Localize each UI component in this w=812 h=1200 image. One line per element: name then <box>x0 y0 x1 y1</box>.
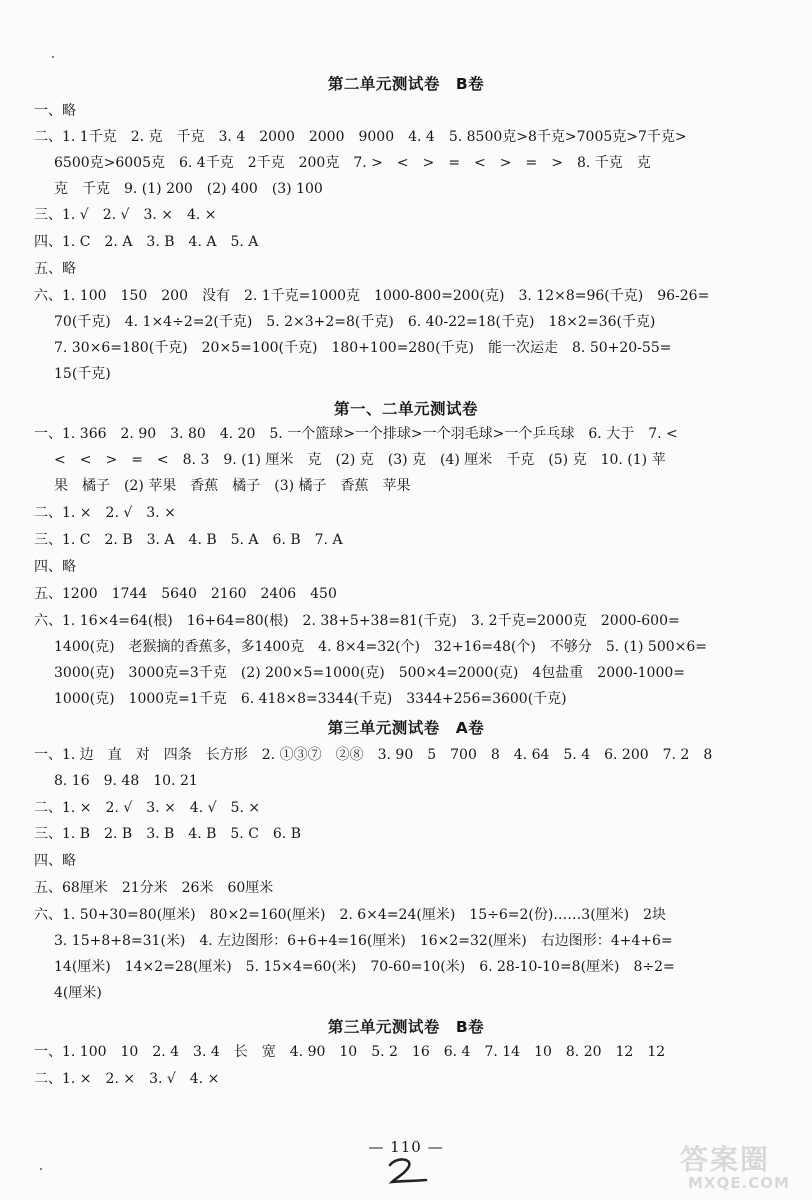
answer-line: 4(厘米) <box>54 985 102 1001</box>
answer-line: < < > = < 8. 3 9. (1) 厘米 克 (2) 克 (3) 克 (4) 厘米 千克 (5) 克 10. (1) 苹 <box>54 452 666 468</box>
answer-line: 五、1200 1744 5640 2160 2406 450 <box>34 586 337 602</box>
answer-line: 一、1. 366 2. 90 3. 80 4. 20 5. 一个篮球>一个排球>一个羽毛球>一个乒乓球 6. 大于 7. < <box>34 426 678 442</box>
section-title: 第三单元测试卷 A卷 <box>327 719 485 737</box>
answer-line: 五、略 <box>34 261 76 277</box>
answer-line: 三、1. √ 2. √ 3. × 4. × <box>34 207 217 223</box>
answer-line: 二、1. × 2. √ 3. × <box>34 505 176 521</box>
answer-line: 一、略 <box>34 103 76 119</box>
answer-line: 70(千克) 4. 1×4÷2=2(千克) 5. 2×3+2=8(千克) 6. 40-22=18(千克) 18×2=36(千克) <box>54 314 656 330</box>
answer-line: 克 千克 9. (1) 200 (2) 400 (3) 100 <box>54 181 323 197</box>
handwritten-mark <box>384 1156 432 1186</box>
answer-line: 1000(克) 1000克=1千克 6. 418×8=3344(千克) 3344+256=3600(千克) <box>54 691 567 707</box>
answer-line: 14(厘米) 14×2=28(厘米) 5. 15×4=60(米) 70-60=10(米) 6. 28-10-10=8(厘米) 8÷2= <box>54 959 675 975</box>
watermark-top-text: 答案圈 <box>680 1143 771 1176</box>
answer-line: 四、略 <box>34 559 76 575</box>
answer-line: 四、1. C 2. A 3. B 4. A 5. A <box>34 234 259 250</box>
answer-line: 六、1. 100 150 200 没有 2. 1千克=1000克 1000-800=200(克) 3. 12×8=96(千克) 96-26= <box>34 288 710 304</box>
scan-speck <box>52 56 54 58</box>
answer-line: 15(千克) <box>54 366 111 382</box>
answer-line: 六、1. 16×4=64(根) 16+64=80(根) 2. 38+5+38=81(千克) 3. 2千克=2000克 2000-600= <box>34 613 680 629</box>
answer-line: 二、1. × 2. × 3. √ 4. × <box>34 1071 220 1087</box>
answer-line: 三、1. C 2. B 3. A 4. B 5. A 6. B 7. A <box>34 532 343 548</box>
answer-line: 一、1. 边 直 对 四条 长方形 2. ①③⑦ ②⑧ 3. 90 5 700 8 4. 64 5. 4 6. 200 7. 2 8 <box>34 747 713 763</box>
answer-line: 果 橘子 (2) 苹果 香蕉 橘子 (3) 橘子 香蕉 苹果 <box>54 478 411 494</box>
answer-line: 五、68厘米 21分米 26米 60厘米 <box>34 880 274 896</box>
section-title: 第三单元测试卷 B卷 <box>327 1018 485 1036</box>
page-number: — 110 — <box>368 1138 444 1156</box>
answer-line: 8. 16 9. 48 10. 21 <box>54 773 198 789</box>
answer-line: 3. 15+8+8=31(米) 4. 左边图形：6+6+4=16(厘米) 16×2=32(厘米) 右边图形：4+4+6= <box>54 933 673 949</box>
answer-line: 四、略 <box>34 853 76 869</box>
answer-line: 1400(克) 老猴摘的香蕉多，多1400克 4. 8×4=32(个) 32+16=48(个) 不够分 5. (1) 500×6= <box>54 639 708 655</box>
answer-line: 二、1. × 2. √ 3. × 4. √ 5. × <box>34 800 261 816</box>
watermark-bottom-text: MXQE.COM <box>688 1174 790 1192</box>
scan-speck <box>40 1168 42 1170</box>
answer-line: 六、1. 50+30=80(厘米) 80×2=160(厘米) 2. 6×4=24(厘米) 15÷6=2(份)……3(厘米) 2块 <box>34 907 667 923</box>
watermark-logo <box>680 1138 790 1192</box>
answer-line: 3000(克) 3000克=3千克 (2) 200×5=1000(克) 500×4=2000(克) 4包盐重 2000-1000= <box>54 665 686 681</box>
section-title: 第二单元测试卷 B卷 <box>327 75 485 93</box>
section-title: 第一、二单元测试卷 <box>333 400 478 418</box>
answer-line: 二、1. 1千克 2. 克 千克 3. 4 2000 2000 9000 4. 4 5. 8500克>8千克>7005克>7千克> <box>34 129 687 145</box>
answer-line: 6500克>6005克 6. 4千克 2千克 200克 7. > < > = < > = > 8. 千克 克 <box>54 155 651 171</box>
answer-line: 一、1. 100 10 2. 4 3. 4 长 宽 4. 90 10 5. 2 16 6. 4 7. 14 10 8. 20 12 12 <box>34 1044 666 1060</box>
answer-line: 7. 30×6=180(千克) 20×5=100(千克) 180+100=280(千克) 能一次运走 8. 50+20-55= <box>54 340 672 356</box>
answer-line: 三、1. B 2. B 3. B 4. B 5. C 6. B <box>34 826 301 842</box>
